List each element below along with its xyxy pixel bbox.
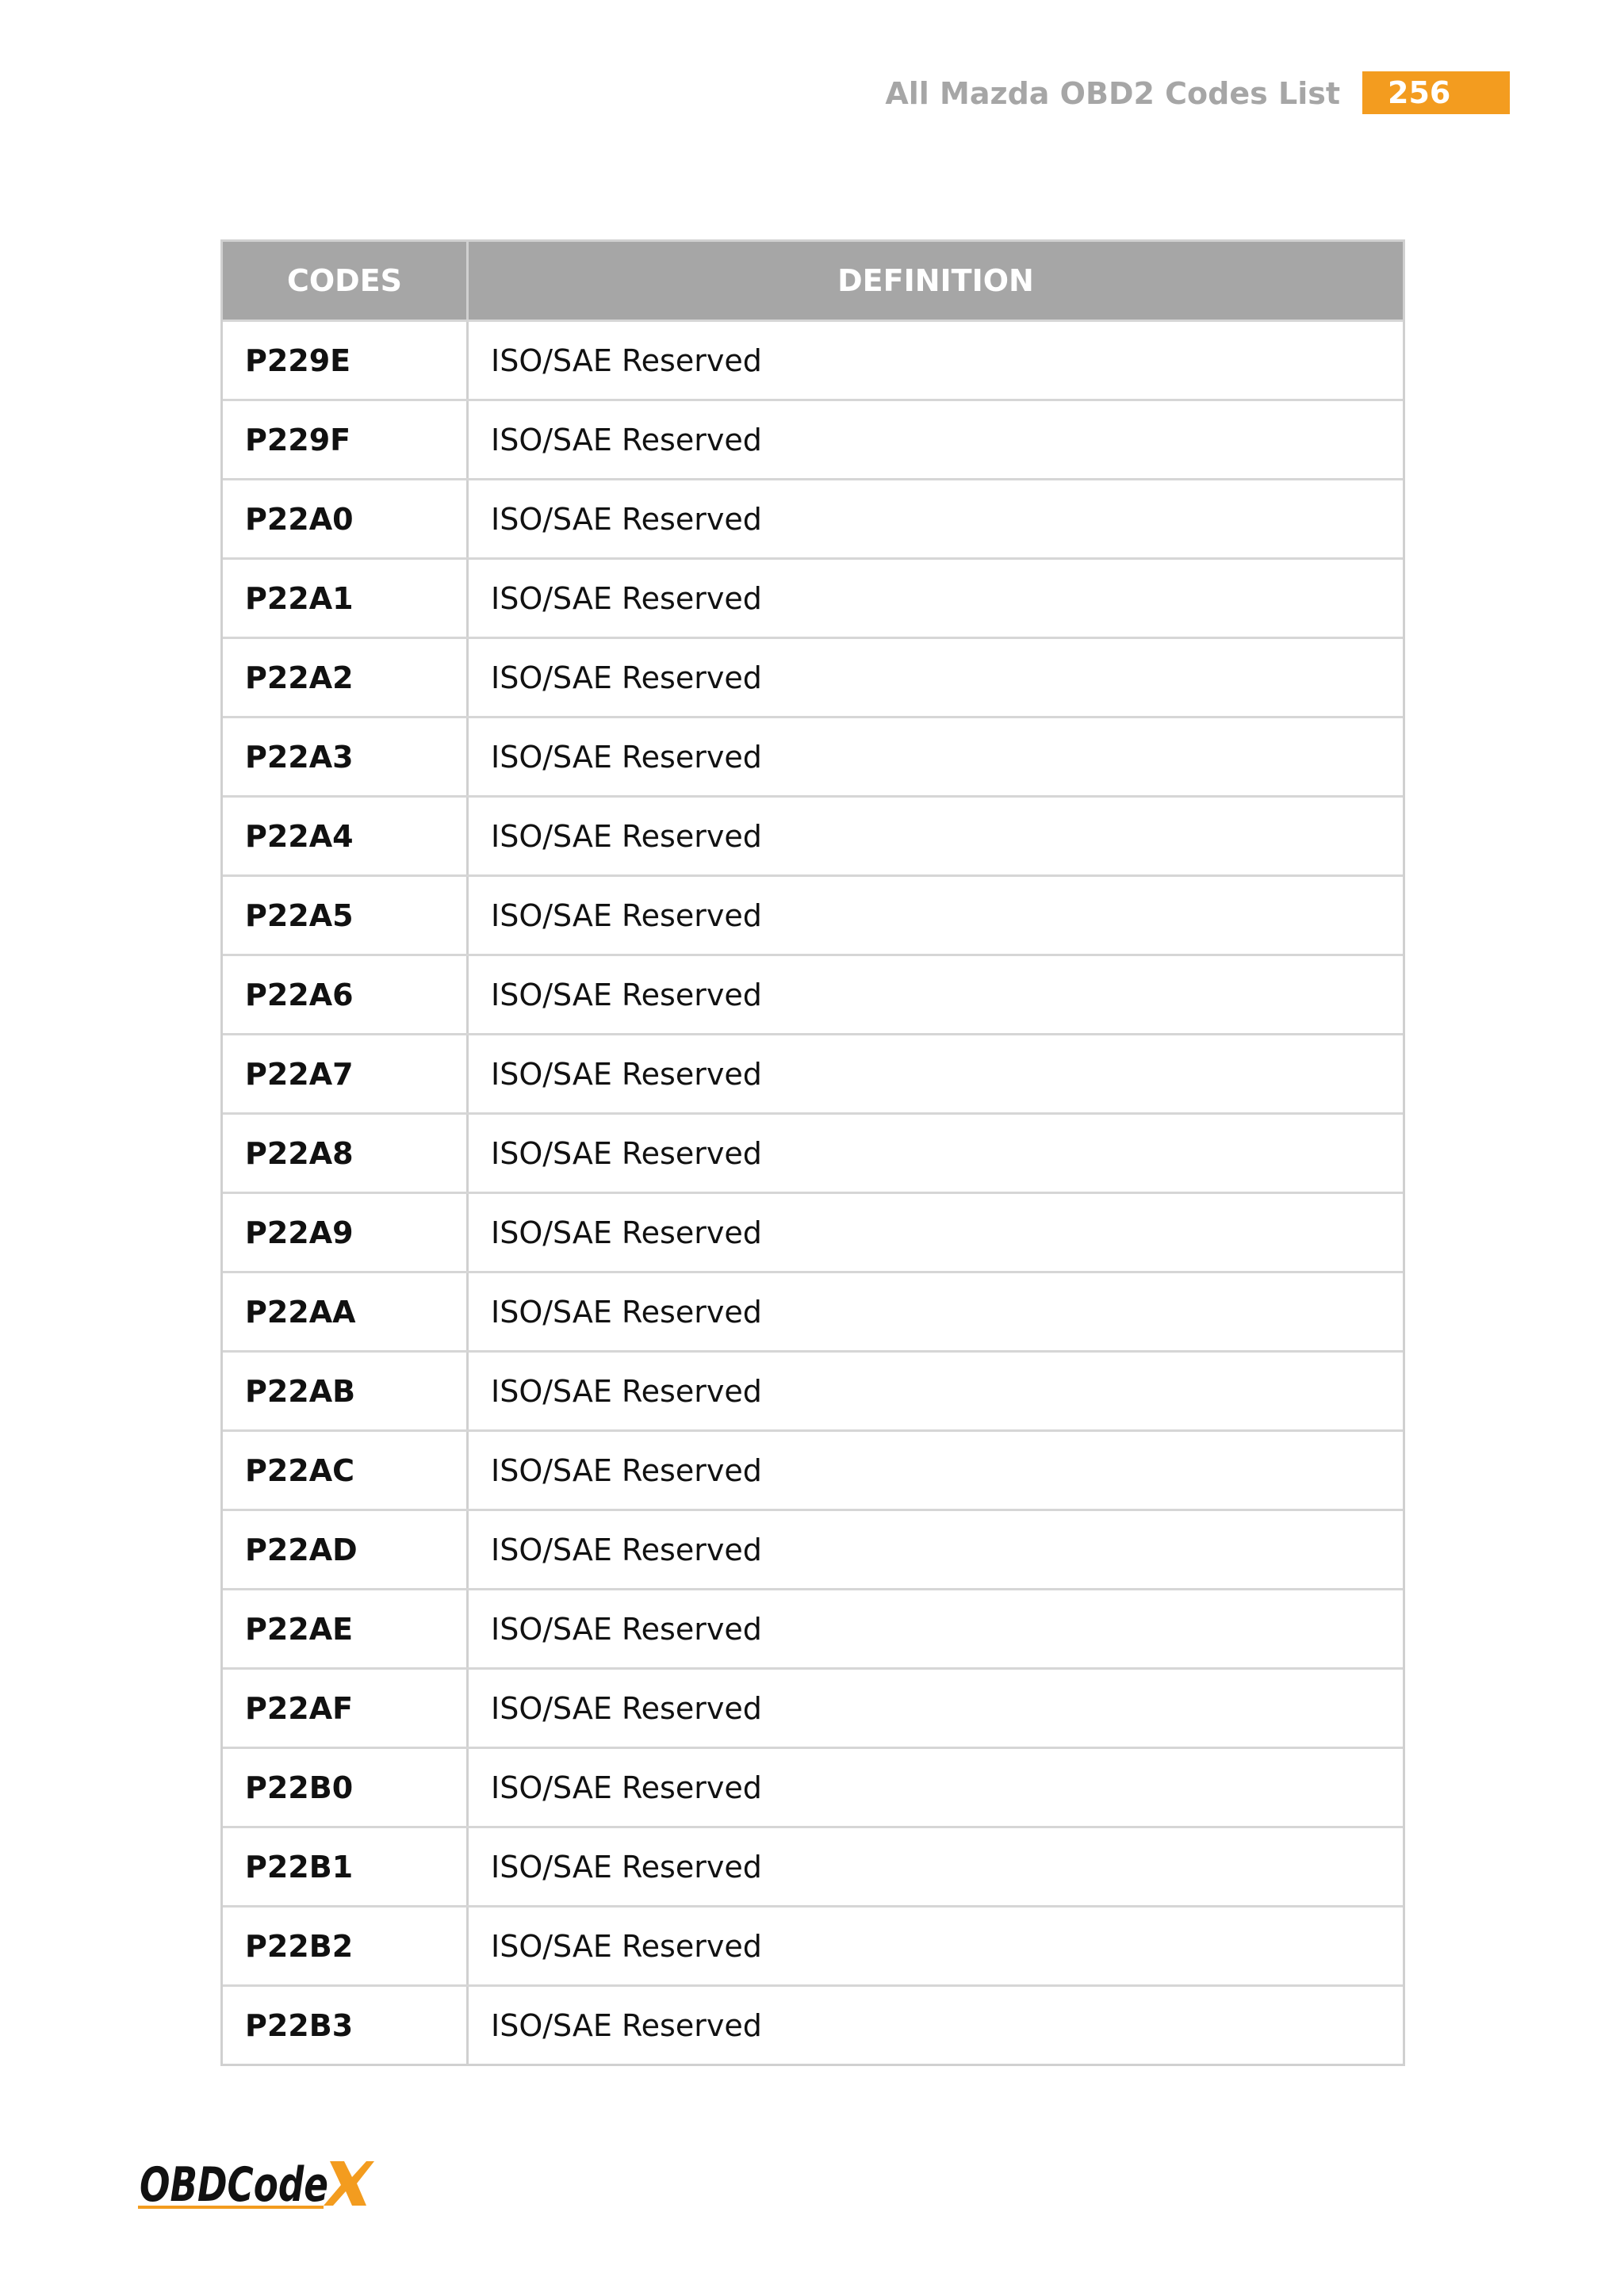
logo-x-mark xyxy=(324,2161,374,2206)
definition-cell: ISO/SAE Reserved xyxy=(491,501,762,537)
table-row xyxy=(223,1509,1403,1588)
table-row xyxy=(223,1747,1403,1826)
definition-cell: ISO/SAE Reserved xyxy=(491,1849,762,1885)
code-cell: P22A6 xyxy=(223,956,469,1033)
table-row xyxy=(223,1984,1403,2064)
table-row xyxy=(223,478,1403,557)
definition-cell: ISO/SAE Reserved xyxy=(491,1611,762,1647)
table-row xyxy=(223,399,1403,478)
table-header xyxy=(223,242,1403,320)
table-row xyxy=(223,320,1403,399)
codes-table xyxy=(220,239,1405,2066)
table-row xyxy=(223,954,1403,1033)
table-row xyxy=(223,1350,1403,1429)
table-row xyxy=(223,1033,1403,1112)
document-title: All Mazda OBD2 Codes List xyxy=(885,76,1340,111)
table-row xyxy=(223,716,1403,795)
code-cell: P22A8 xyxy=(223,1115,469,1192)
definition-cell: ISO/SAE Reserved xyxy=(491,1373,762,1409)
table-row xyxy=(223,1192,1403,1271)
code-cell: P22A5 xyxy=(223,877,469,954)
definition-cell: ISO/SAE Reserved xyxy=(491,1452,762,1488)
code-cell: P22A4 xyxy=(223,798,469,874)
code-cell: P22AF xyxy=(223,1670,469,1747)
code-cell: P22A3 xyxy=(223,718,469,795)
definition-cell: ISO/SAE Reserved xyxy=(491,1294,762,1330)
code-cell: P22B0 xyxy=(223,1749,469,1826)
code-cell: P22A9 xyxy=(223,1194,469,1271)
column-header-definition: DEFINITION xyxy=(837,263,1034,298)
code-cell: P22B1 xyxy=(223,1828,469,1905)
definition-cell: ISO/SAE Reserved xyxy=(491,897,762,933)
definition-cell: ISO/SAE Reserved xyxy=(491,660,762,695)
code-cell: P22AD xyxy=(223,1511,469,1588)
definition-cell: ISO/SAE Reserved xyxy=(491,422,762,457)
table-row xyxy=(223,1112,1403,1192)
code-cell: P22AE xyxy=(223,1590,469,1667)
definition-cell: ISO/SAE Reserved xyxy=(491,1532,762,1567)
table-row xyxy=(223,557,1403,637)
table-body xyxy=(223,320,1403,2064)
code-cell: P22B2 xyxy=(223,1908,469,1984)
code-cell: P229E xyxy=(223,322,469,399)
code-cell: P22A1 xyxy=(223,560,469,637)
definition-cell: ISO/SAE Reserved xyxy=(491,818,762,854)
column-header-codes: CODES xyxy=(223,242,469,320)
definition-cell: ISO/SAE Reserved xyxy=(491,580,762,616)
table-row xyxy=(223,874,1403,954)
table-row xyxy=(223,1588,1403,1667)
definition-cell: ISO/SAE Reserved xyxy=(491,2007,762,2043)
code-cell: P22AB xyxy=(223,1353,469,1429)
code-cell: P22A2 xyxy=(223,639,469,716)
obdcodex-logo xyxy=(136,2155,374,2210)
definition-cell: ISO/SAE Reserved xyxy=(491,739,762,775)
code-cell: P22AA xyxy=(223,1273,469,1350)
definition-cell: ISO/SAE Reserved xyxy=(491,1928,762,1964)
definition-cell: ISO/SAE Reserved xyxy=(491,1770,762,1805)
code-cell: P22A7 xyxy=(223,1035,469,1112)
code-cell: P22A0 xyxy=(223,480,469,557)
logo-wordmark: OBDCode xyxy=(140,2157,328,2210)
table-row xyxy=(223,1667,1403,1747)
table-row xyxy=(223,1905,1403,1984)
table-row xyxy=(223,1429,1403,1509)
definition-cell: ISO/SAE Reserved xyxy=(491,1056,762,1092)
definition-cell: ISO/SAE Reserved xyxy=(491,1690,762,1726)
definition-cell: ISO/SAE Reserved xyxy=(491,1135,762,1171)
table-row xyxy=(223,795,1403,874)
table-row xyxy=(223,1826,1403,1905)
definition-cell: ISO/SAE Reserved xyxy=(491,977,762,1012)
code-cell: P22B3 xyxy=(223,1987,469,2064)
table-row xyxy=(223,1271,1403,1350)
definition-cell: ISO/SAE Reserved xyxy=(491,1215,762,1250)
page-number-badge: 256 xyxy=(1362,71,1510,114)
definition-cell: ISO/SAE Reserved xyxy=(491,342,762,378)
code-cell: P229F xyxy=(223,401,469,478)
code-cell: P22AC xyxy=(223,1432,469,1509)
table-row xyxy=(223,637,1403,716)
